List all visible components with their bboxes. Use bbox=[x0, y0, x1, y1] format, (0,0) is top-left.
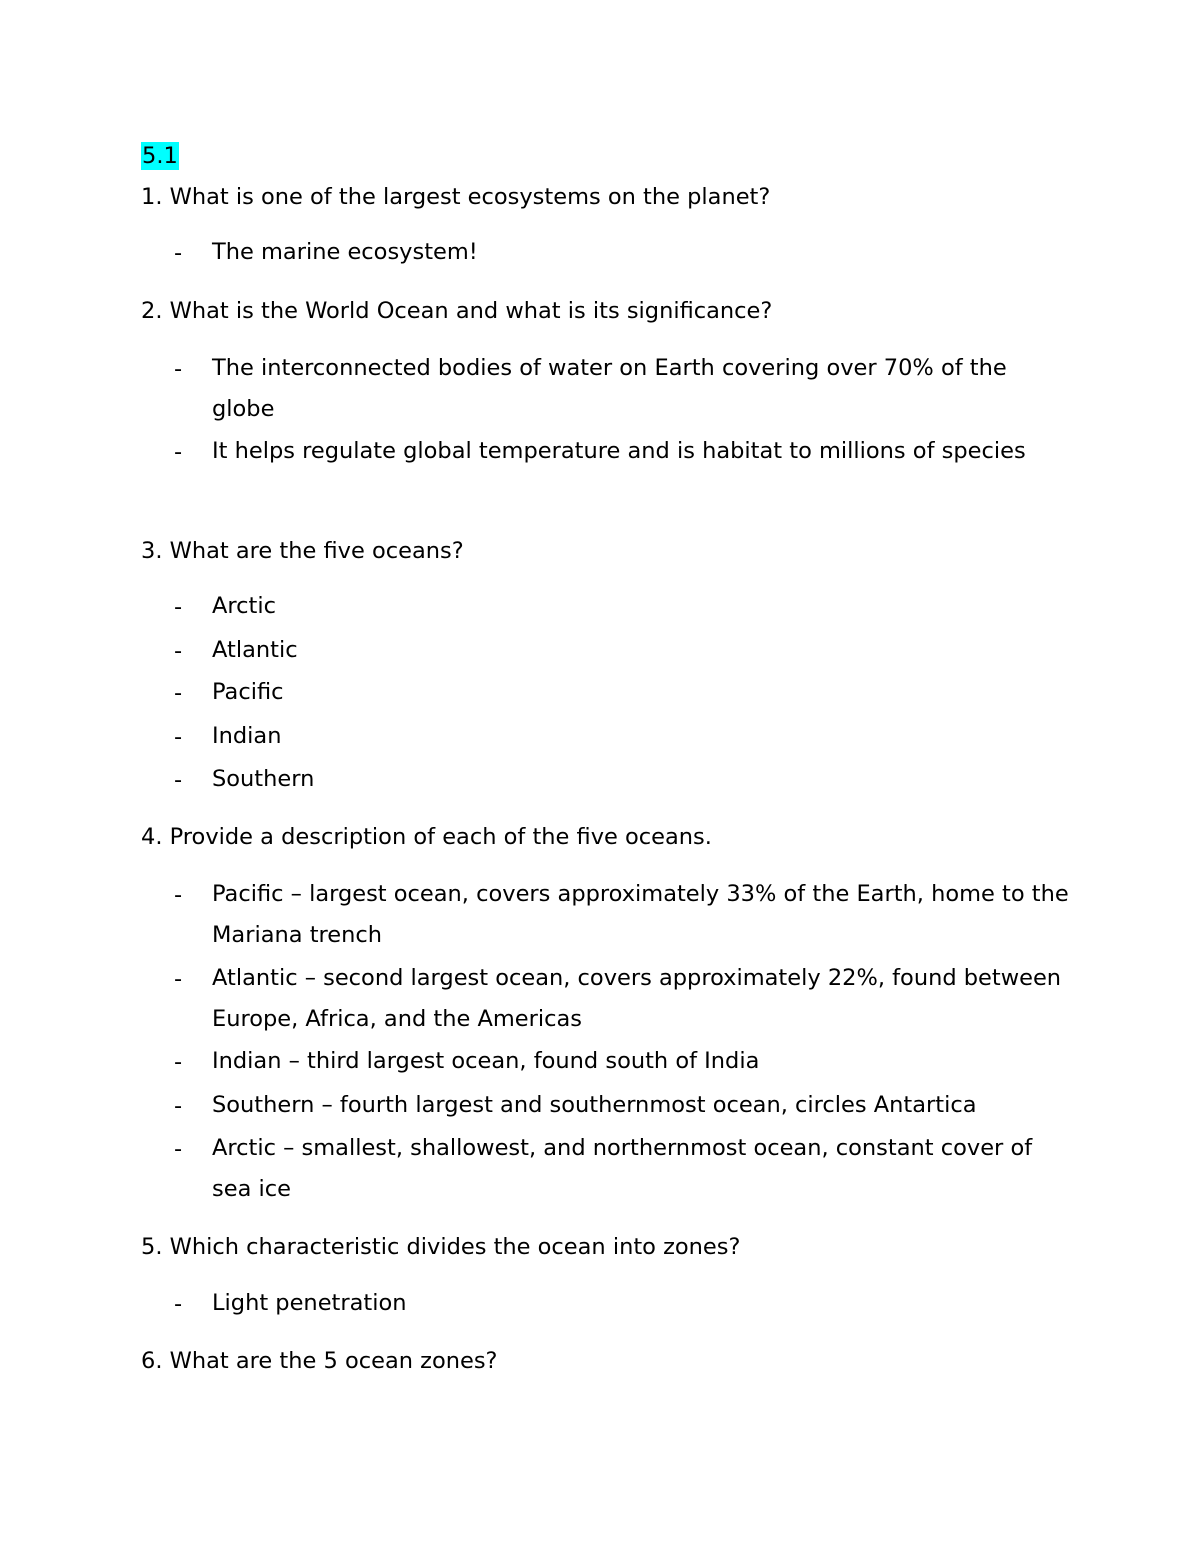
question-2: 2. What is the World Ocean and what is its significance? bbox=[141, 298, 773, 324]
question-4: 4. Provide a description of each of the five oceans. bbox=[141, 824, 712, 850]
bullet-dash: - bbox=[174, 966, 183, 992]
answer-3-2: Atlantic bbox=[212, 637, 298, 663]
answer-2-1: The interconnected bodies of water on Earth covering over 70% of the globe bbox=[212, 355, 1007, 422]
answer-3-4: Indian bbox=[212, 723, 282, 749]
bullet-dash: - bbox=[174, 1136, 183, 1162]
section-number-highlight: 5.1 bbox=[142, 143, 178, 169]
answer-4-3: Indian – third largest ocean, found south of India bbox=[212, 1048, 760, 1074]
bullet-dash: - bbox=[174, 1049, 183, 1075]
bullet-dash: - bbox=[174, 638, 183, 664]
bullet-dash: - bbox=[174, 240, 183, 266]
bullet-dash: - bbox=[174, 724, 183, 750]
question-1: 1. What is one of the largest ecosystems on the planet? bbox=[141, 184, 771, 210]
bullet-dash: - bbox=[174, 594, 183, 620]
bullet-dash: - bbox=[174, 439, 183, 465]
bullet-dash: - bbox=[174, 882, 183, 908]
bullet-dash: - bbox=[174, 1093, 183, 1119]
answer-5-1: Light penetration bbox=[212, 1290, 407, 1316]
answer-4-2: Atlantic – second largest ocean, covers approximately 22%, found between Europe, Africa, and the Americas bbox=[212, 965, 1062, 1032]
answer-2-2: It helps regulate global temperature and is habitat to millions of species bbox=[212, 438, 1026, 464]
answer-4-4: Southern – fourth largest and southernmost ocean, circles Antartica bbox=[212, 1092, 977, 1118]
answer-4-1: Pacific – largest ocean, covers approximately 33% of the Earth, home to the Mariana trench bbox=[212, 881, 1069, 948]
answer-4-5: Arctic – smallest, shallowest, and northernmost ocean, constant cover of sea ice bbox=[212, 1135, 1033, 1202]
answer-3-3: Pacific bbox=[212, 679, 284, 705]
answer-3-5: Southern bbox=[212, 766, 315, 792]
question-3: 3. What are the five oceans? bbox=[141, 538, 464, 564]
bullet-dash: - bbox=[174, 1291, 183, 1317]
question-5: 5. Which characteristic divides the ocean into zones? bbox=[141, 1234, 741, 1260]
answer-3-1: Arctic bbox=[212, 593, 276, 619]
bullet-dash: - bbox=[174, 680, 183, 706]
bullet-dash: - bbox=[174, 767, 183, 793]
question-6: 6. What are the 5 ocean zones? bbox=[141, 1348, 498, 1374]
bullet-dash: - bbox=[174, 356, 183, 382]
answer-1-1: The marine ecosystem! bbox=[212, 239, 478, 265]
